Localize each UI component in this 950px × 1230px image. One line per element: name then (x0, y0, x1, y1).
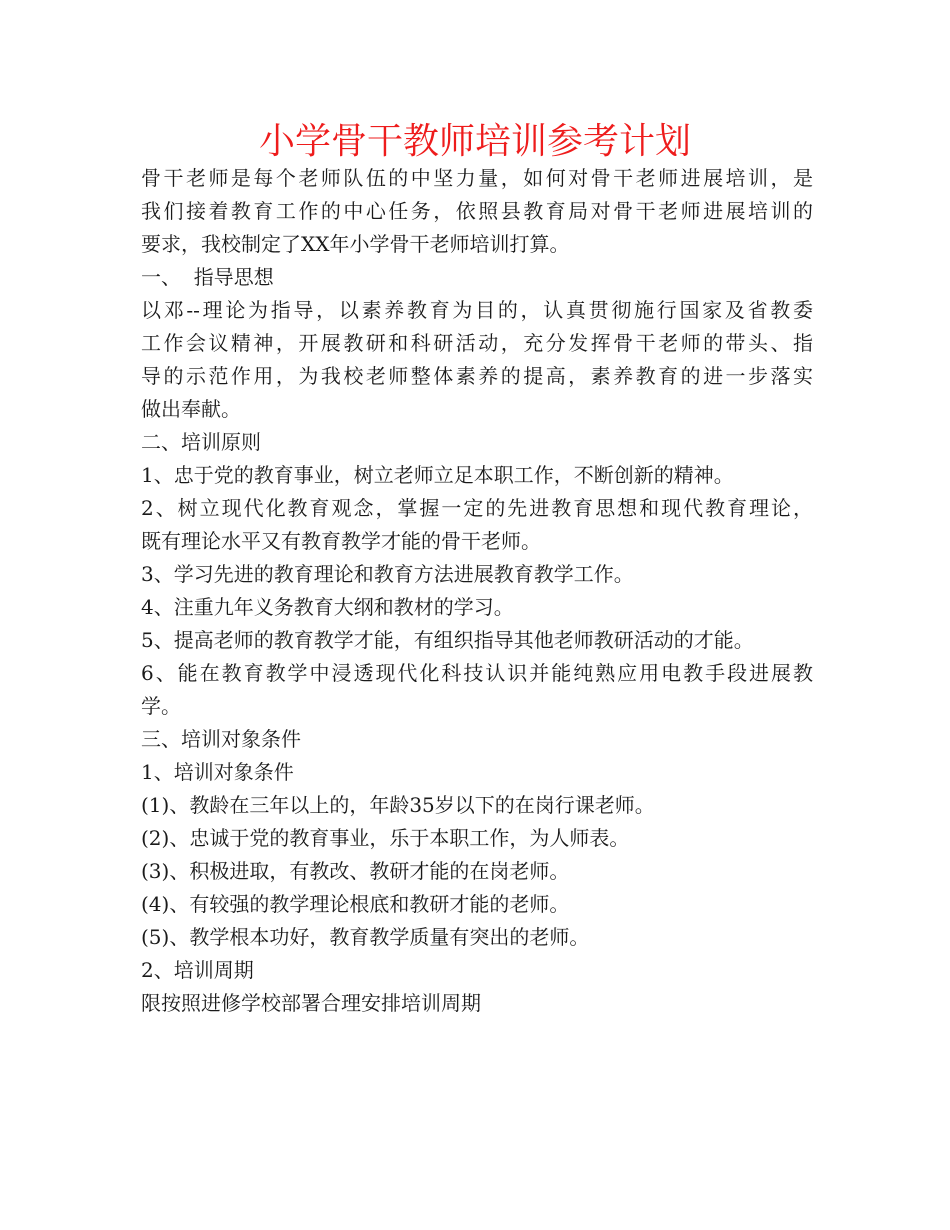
guiding-thought-line: 导的示范作用，为我校老师整体素养的提高，素养教育的进一步落实 (141, 364, 813, 388)
principle-line: 学。 (141, 694, 181, 718)
subsection-heading-period: 2、培训周期 (141, 958, 254, 982)
condition-line: (3)、积极进取，有教改、教研才能的在岗老师。 (141, 859, 570, 883)
principle-line: 5、提高老师的教育教学才能，有组织指导其他老师教研活动的才能。 (141, 628, 754, 652)
condition-line: (5)、教学根本功好，教育教学质量有突出的老师。 (141, 925, 590, 949)
guiding-thought-line: 以邓--理论为指导，以素养教育为目的，认真贯彻施行国家及省教委 (141, 298, 813, 322)
subsection-heading-conditions: 1、培训对象条件 (141, 760, 294, 784)
principle-line: 6、能在教育教学中浸透现代化科技认识并能纯熟应用电教手段进展教 (141, 661, 813, 685)
principle-line: 3、学习先进的教育理论和教育方法进展教育教学工作。 (141, 562, 634, 586)
condition-line: (4)、有较强的教学理论根底和教研才能的老师。 (141, 892, 570, 916)
condition-line: (1)、教龄在三年以上的，年龄35岁以下的在岗行课老师。 (141, 793, 655, 817)
principle-line: 既有理论水平又有教育教学才能的骨干老师。 (141, 529, 541, 553)
intro-line: 要求，我校制定了XX年小学骨干老师培训打算。 (141, 232, 570, 256)
intro-line: 骨干老师是每个老师队伍的中坚力量，如何对骨干老师进展培训，是 (141, 166, 813, 190)
section-heading-trainee-conditions: 三、培训对象条件 (141, 727, 301, 751)
condition-line: (2)、忠诚于党的教育事业，乐于本职工作，为人师表。 (141, 826, 630, 850)
section-heading-guiding-thought: 一、 指导思想 (141, 265, 274, 289)
document-title: 小学骨干教师培训参考计划 (258, 121, 691, 162)
guiding-thought-line: 做出奉献。 (141, 397, 241, 421)
intro-line: 我们接着教育工作的中心任务，依照县教育局对骨干老师进展培训的 (141, 199, 813, 223)
principle-line: 2、树立现代化教育观念，掌握一定的先进教育思想和现代教育理论， (141, 496, 813, 520)
guiding-thought-line: 工作会议精神，开展教研和科研活动，充分发挥骨干老师的带头、指 (141, 331, 813, 355)
document-body (141, 162, 813, 1020)
principle-line: 1、忠于党的教育事业，树立老师立足本职工作，不断创新的精神。 (141, 463, 734, 487)
period-line: 限按照进修学校部署合理安排培训周期 (141, 991, 481, 1015)
principle-line: 4、注重九年义务教育大纲和教材的学习。 (141, 595, 514, 619)
section-heading-principles: 二、培训原则 (141, 430, 261, 454)
